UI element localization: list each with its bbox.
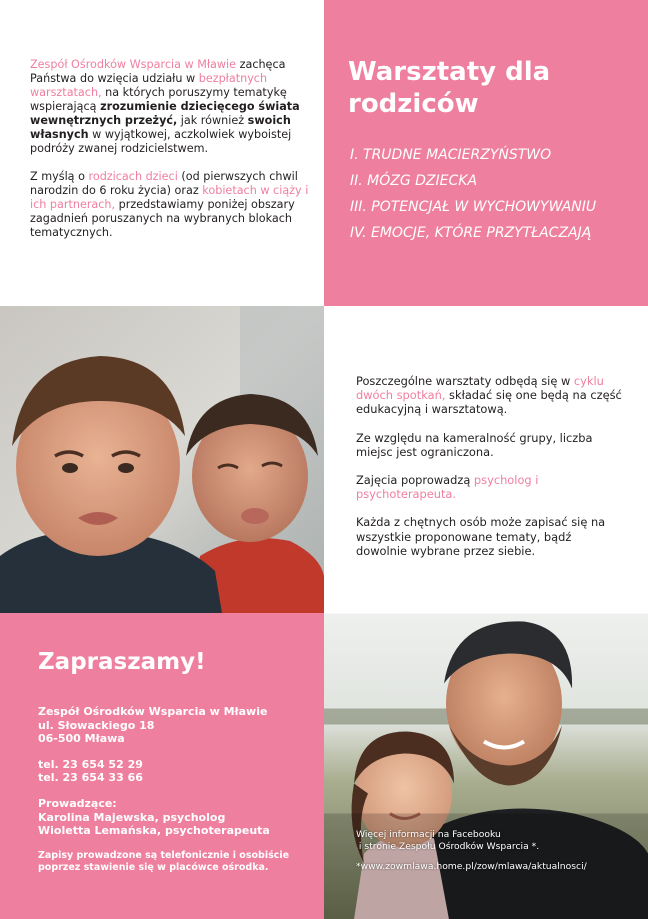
topic-list [350, 142, 640, 246]
body-text: w wyjątkowej, aczkolwiek wyboistej podróży zwanej rodzicielstwem. [30, 128, 292, 155]
bold-text: swoich własnych [30, 114, 291, 141]
intro-text [30, 58, 314, 254]
body-text: Każda z chętnych osób może zapisać się na wszystkie proponowane tematy, bądź dowolnie wybrane przez siebie. [356, 515, 606, 558]
body-text: Ze względu na kameralność grupy, liczba miejsc jest ograniczona. [356, 430, 593, 459]
details-paragraph-4 [356, 515, 624, 558]
body-text: Z myślą o [30, 170, 89, 183]
body-text: przedstawiamy poniżej obszary zagadnień poruszanych na wybranych blokach tematycznych. [30, 198, 295, 239]
contact-phone-1: tel. 23 654 52 29 [38, 757, 143, 771]
page-title [348, 56, 628, 120]
facebook-line-1: Więcej informacji na Facebooku [356, 829, 501, 840]
highlight-text: bezpłatnych warsztatach, [30, 72, 268, 99]
invite-heading: Zapraszamy! [38, 649, 206, 675]
details-paragraph-1 [356, 374, 624, 417]
highlight-text: Zespół Ośrodków Wsparcia w Mławie [30, 58, 237, 71]
contact-org: Zespół Ośrodków Wsparcia w Mławie [38, 705, 268, 718]
body-text: jak również [177, 114, 248, 127]
signup-note: Zapisy prowadzone są telefonicznie i osobiście poprzez stawienie się w placówce ośrodka. [38, 849, 290, 874]
leader-2: Wioletta Lemańska, psychoterapeuta [38, 824, 270, 838]
contact-city: 06-500 Mława [38, 732, 125, 746]
topic-item: III. POTENCJAŁ W WYCHOWYWANIU [350, 199, 597, 215]
body-text: Poszczególne warsztaty odbędą się w [356, 374, 574, 388]
highlight-text: psycholog i psychoterapeuta. [356, 473, 539, 502]
facebook-line-2: i stronie Zespołu Ośrodków Wsparcia *. [356, 841, 540, 852]
details-paragraph-2 [356, 431, 624, 459]
contact-street: ul. Słowackiego 18 [38, 718, 155, 732]
bold-text: zrozumienie dziecięcego świata wewnętrznych przeżyć, [30, 100, 300, 127]
contact-phone-2: tel. 23 654 33 66 [38, 771, 143, 785]
title-line-1: Warsztaty dla [348, 57, 551, 87]
body-text: (od pierwszych chwil narodzin do 6 roku życia) oraz [30, 170, 298, 197]
highlight-text: kobietach w ciąży i ich partnerach, [30, 184, 309, 211]
title-line-2: rodziców [348, 89, 479, 119]
topic-item: I. TRUDNE MACIERZYŃSTWO [350, 147, 552, 163]
facebook-info [356, 829, 636, 873]
intro-panel [0, 0, 324, 306]
details-panel [324, 306, 648, 613]
intro-paragraph-1 [30, 58, 314, 156]
intro-paragraph-2 [30, 170, 314, 240]
details-text [356, 374, 624, 572]
body-text: zachęca Państwa do wzięcia udziału w [30, 58, 286, 85]
body-text: Zajęcia poprowadzą [356, 473, 474, 488]
leaders-label: Prowadzące: [38, 796, 117, 810]
boys-photo [0, 306, 324, 613]
body-text: składać się one będą na część edukacyjną i warsztatową. [356, 388, 622, 417]
leader-1: Karolina Majewska, psycholog [38, 810, 226, 824]
contact-info [38, 705, 308, 887]
contact-panel [0, 613, 324, 919]
highlight-text: cyklu dwóch spotkań, [356, 374, 604, 403]
boys-photo-image [0, 306, 324, 613]
family-photo [324, 613, 648, 919]
body-text: na których poruszymy tematykę wspierającą [30, 86, 287, 113]
website-url: *www.zowmlawa.home.pl/zow/mlawa/aktualnosci/ [356, 861, 587, 872]
details-paragraph-3 [356, 473, 624, 501]
topic-item: II. MÓZG DZIECKA [350, 173, 478, 189]
highlight-text: rodzicach dzieci [88, 170, 178, 183]
topic-item: IV. EMOCJE, KTÓRE PRZYTŁACZAJĄ [350, 225, 592, 241]
family-photo-image [324, 613, 648, 919]
